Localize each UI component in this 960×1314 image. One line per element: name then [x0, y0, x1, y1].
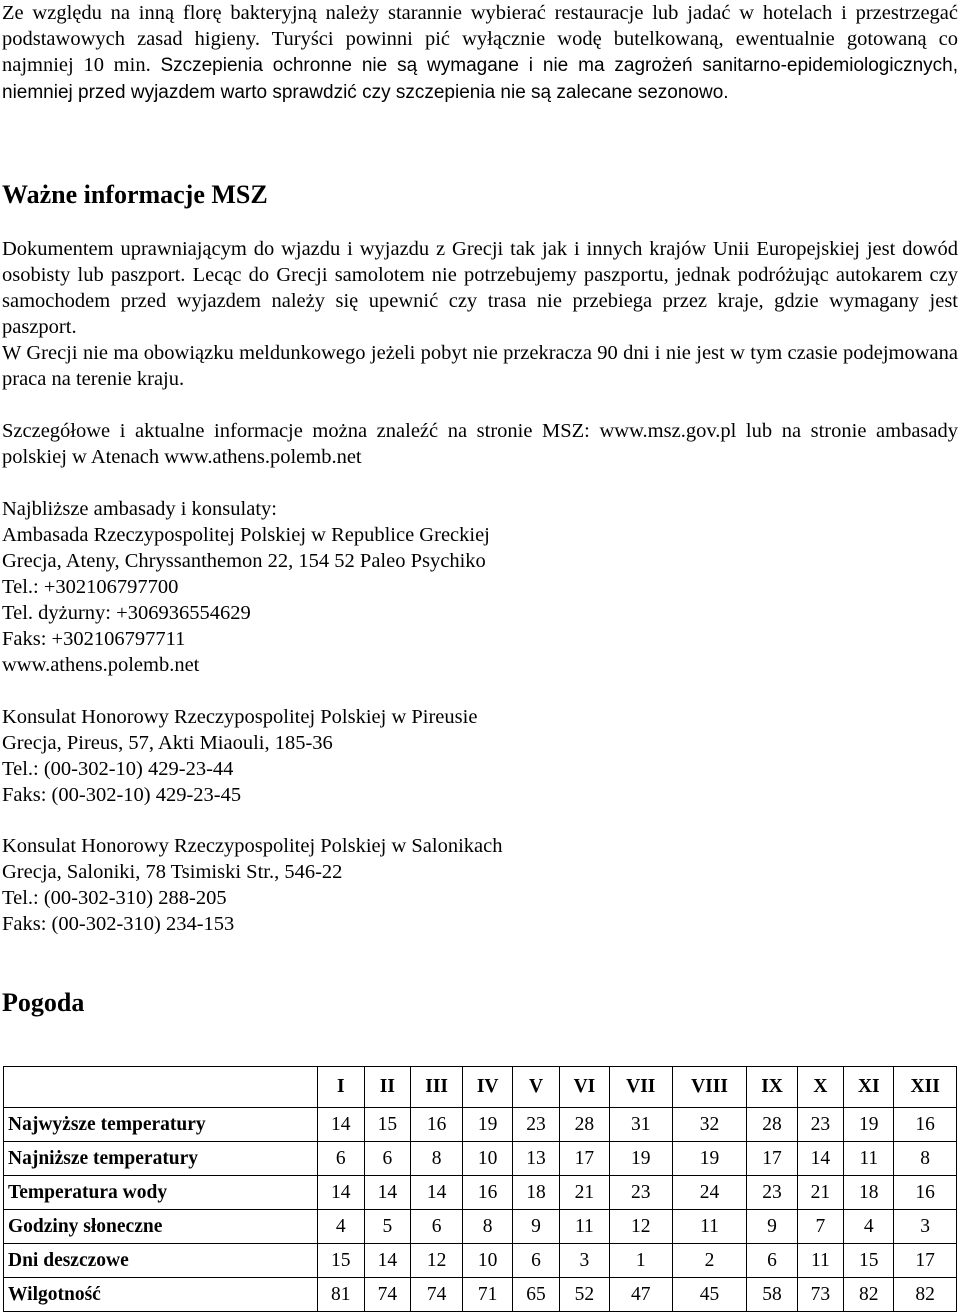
table-cell: 10 — [463, 1142, 513, 1176]
table-cell: 65 — [513, 1278, 560, 1312]
consulate-saloniki-phone: Tel.: (00-302-310) 288-205 — [2, 887, 227, 909]
table-cell: 8 — [463, 1210, 513, 1244]
month-header: XII — [894, 1067, 957, 1108]
table-cell: 23 — [797, 1108, 844, 1142]
embassy-duty-phone: Tel. dyżurny: +306936554629 — [2, 602, 251, 624]
table-cell: 32 — [672, 1108, 747, 1142]
table-cell: 82 — [894, 1278, 957, 1312]
documents-paragraph — [2, 236, 958, 392]
table-row — [4, 1244, 957, 1278]
month-header: VII — [609, 1067, 672, 1108]
table-cell: 15 — [844, 1244, 894, 1278]
table-cell: 14 — [797, 1142, 844, 1176]
table-cell: 1 — [609, 1244, 672, 1278]
table-cell: 10 — [463, 1244, 513, 1278]
table-cell: 14 — [364, 1176, 411, 1210]
consulate-pireus-phone: Tel.: (00-302-10) 429-23-44 — [2, 758, 234, 780]
embassy-address: Grecja, Ateny, Chryssanthemon 22, 154 52 Paleo Psychiko — [2, 550, 486, 572]
table-cell: 14 — [411, 1176, 463, 1210]
msz-heading: Ważne informacje MSZ — [2, 180, 268, 209]
weather-table — [3, 1066, 957, 1312]
table-cell: 5 — [364, 1210, 411, 1244]
table-cell: 13 — [513, 1142, 560, 1176]
table-cell: 8 — [411, 1142, 463, 1176]
details-paragraph: Szczegółowe i aktualne informacje można znaleźć na stronie MSZ: www.msz.gov.pl lub na stronie ambasady polskiej w Atenach www.athens.polemb.net — [2, 420, 958, 468]
embassies-heading: Najbliższe ambasady i konsulaty: — [2, 498, 277, 520]
table-cell: 6 — [318, 1142, 365, 1176]
row-label: Najwyższe temperatury — [4, 1108, 318, 1142]
consulate-pireus-address: Grecja, Pireus, 57, Akti Miaouli, 185-36 — [2, 732, 333, 754]
embassy-athens-block — [2, 496, 958, 678]
table-cell: 21 — [559, 1176, 609, 1210]
table-cell: 2 — [672, 1244, 747, 1278]
consulate-saloniki-name: Konsulat Honorowy Rzeczypospolitej Polskiej w Salonikach — [2, 835, 503, 857]
table-cell: 23 — [609, 1176, 672, 1210]
table-cell: 74 — [411, 1278, 463, 1312]
table-cell: 28 — [747, 1108, 797, 1142]
table-cell: 6 — [747, 1244, 797, 1278]
table-cell: 58 — [747, 1278, 797, 1312]
table-cell: 81 — [318, 1278, 365, 1312]
consulate-pireus-fax: Faks: (00-302-10) 429-23-45 — [2, 784, 242, 806]
table-cell: 4 — [318, 1210, 365, 1244]
table-cell: 12 — [609, 1210, 672, 1244]
table-cell: 45 — [672, 1278, 747, 1312]
embassy-website-link[interactable]: www.athens.polemb.net — [2, 654, 200, 676]
row-label: Najniższe temperatury — [4, 1142, 318, 1176]
table-cell: 12 — [411, 1244, 463, 1278]
table-cell: 17 — [894, 1244, 957, 1278]
consulate-saloniki-address: Grecja, Saloniki, 78 Tsimiski Str., 546-22 — [2, 861, 343, 883]
table-cell: 8 — [894, 1142, 957, 1176]
table-cell: 6 — [364, 1142, 411, 1176]
table-cell: 3 — [894, 1210, 957, 1244]
table-cell: 3 — [559, 1244, 609, 1278]
consulate-saloniki-block — [2, 833, 958, 937]
table-cell: 18 — [513, 1176, 560, 1210]
intro-paragraph — [2, 0, 958, 106]
embassy-phone: Tel.: +302106797700 — [2, 576, 179, 598]
table-cell: 9 — [747, 1210, 797, 1244]
month-header: X — [797, 1067, 844, 1108]
month-header: III — [411, 1067, 463, 1108]
embassy-fax: Faks: +302106797711 — [2, 628, 186, 650]
table-cell: 6 — [513, 1244, 560, 1278]
table-cell: 24 — [672, 1176, 747, 1210]
month-header: IV — [463, 1067, 513, 1108]
table-cell: 14 — [364, 1244, 411, 1278]
table-cell: 7 — [797, 1210, 844, 1244]
month-header: I — [318, 1067, 365, 1108]
table-cell: 11 — [559, 1210, 609, 1244]
consulate-pireus-block — [2, 704, 958, 808]
table-cell: 71 — [463, 1278, 513, 1312]
table-corner-cell — [4, 1067, 318, 1108]
table-cell: 6 — [411, 1210, 463, 1244]
table-cell: 28 — [559, 1108, 609, 1142]
table-cell: 23 — [513, 1108, 560, 1142]
weather-header-row — [4, 1067, 957, 1108]
table-cell: 14 — [318, 1176, 365, 1210]
weather-heading: Pogoda — [2, 988, 85, 1017]
table-cell: 18 — [844, 1176, 894, 1210]
vaccination-text: Szczepienia ochronne nie są wymagane i nie ma zagrożeń sanitarno-epidemiologicznych, niemniej przed wyjazdem warto sprawdzić czy szczepienia nie są zalecane sezonowo. — [2, 55, 959, 103]
consulate-pireus-name: Konsulat Honorowy Rzeczypospolitej Polskiej w Pireusie — [2, 706, 478, 728]
table-cell: 11 — [844, 1142, 894, 1176]
table-cell: 21 — [797, 1176, 844, 1210]
table-row — [4, 1142, 957, 1176]
hygiene-text: Ze względu na inną florę bakteryjną należy starannie wybierać restauracje lub jadać w hotelach i przestrzegać podstawowych zasad higieny. Turyści powinni pić wyłącznie wodę butelkowaną, ewentualnie gotowaną co najmniej 10 min. — [2, 2, 958, 76]
table-cell: 73 — [797, 1278, 844, 1312]
table-cell: 31 — [609, 1108, 672, 1142]
table-cell: 15 — [318, 1244, 365, 1278]
table-cell: 47 — [609, 1278, 672, 1312]
table-cell: 82 — [844, 1278, 894, 1312]
documents-text: Dokumentem uprawniającym do wjazdu i wyjazdu z Grecji tak jak i innych krajów Unii Europejskiej jest dowód osobisty lub paszport. — [2, 238, 958, 286]
table-cell: 16 — [411, 1108, 463, 1142]
travel-text: Lecąc do Grecji samolotem nie potrzebujemy paszportu, jednak podróżując autokarem czy samochodem przed wyjazdem należy się upewnić czy trasa nie przebiega przez kraje, gdzie wymagany jest paszport. — [2, 264, 958, 338]
month-header: V — [513, 1067, 560, 1108]
table-cell: 23 — [747, 1176, 797, 1210]
table-cell: 19 — [609, 1142, 672, 1176]
registration-text: W Grecji nie ma obowiązku meldunkowego jeżeli pobyt nie przekracza 90 dni i nie jest w tym czasie podejmowana praca na terenie kraju. — [2, 342, 958, 390]
table-row — [4, 1176, 957, 1210]
table-cell: 11 — [672, 1210, 747, 1244]
consulate-saloniki-fax: Faks: (00-302-310) 234-153 — [2, 913, 235, 935]
table-cell: 9 — [513, 1210, 560, 1244]
table-row — [4, 1210, 957, 1244]
weather-table-body — [4, 1108, 957, 1312]
month-header: VIII — [672, 1067, 747, 1108]
table-cell: 11 — [797, 1244, 844, 1278]
table-cell: 19 — [844, 1108, 894, 1142]
table-cell: 17 — [559, 1142, 609, 1176]
table-cell: 19 — [672, 1142, 747, 1176]
row-label: Temperatura wody — [4, 1176, 318, 1210]
row-label: Wilgotność — [4, 1278, 318, 1312]
table-cell: 16 — [463, 1176, 513, 1210]
month-header: VI — [559, 1067, 609, 1108]
table-cell: 19 — [463, 1108, 513, 1142]
embassy-name: Ambasada Rzeczypospolitej Polskiej w Republice Greckiej — [2, 524, 490, 546]
table-cell: 16 — [894, 1108, 957, 1142]
table-cell: 52 — [559, 1278, 609, 1312]
table-cell: 15 — [364, 1108, 411, 1142]
table-row — [4, 1108, 957, 1142]
table-cell: 16 — [894, 1176, 957, 1210]
table-cell: 74 — [364, 1278, 411, 1312]
row-label: Godziny słoneczne — [4, 1210, 318, 1244]
month-header: IX — [747, 1067, 797, 1108]
table-row — [4, 1278, 957, 1312]
row-label: Dni deszczowe — [4, 1244, 318, 1278]
table-cell: 17 — [747, 1142, 797, 1176]
table-cell: 14 — [318, 1108, 365, 1142]
month-header: XI — [844, 1067, 894, 1108]
table-cell: 4 — [844, 1210, 894, 1244]
month-header: II — [364, 1067, 411, 1108]
